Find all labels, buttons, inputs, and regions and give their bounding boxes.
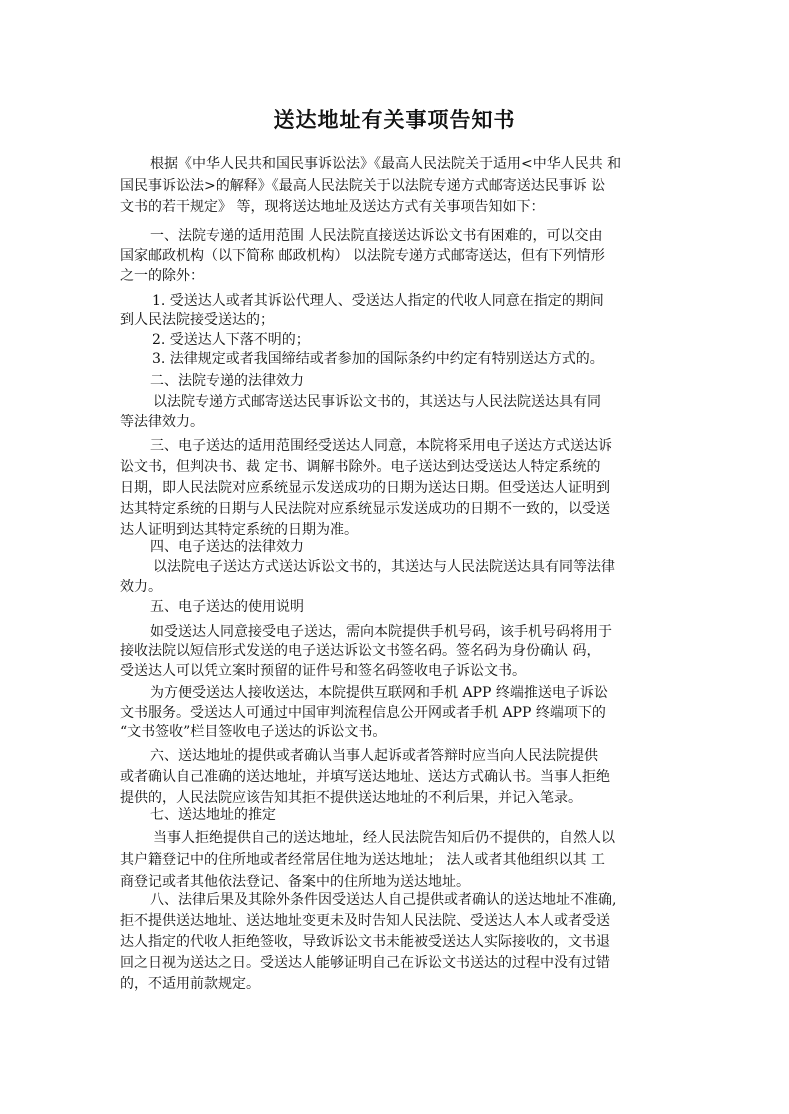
text-line: 文书的若干规定》 等，现将送达地址及送达方式有关事项告知如下：: [120, 199, 545, 215]
text-line: 国民事诉讼法>的解释》《最高人民法院关于以法院专递方式邮寄送达民事诉 讼: [120, 178, 606, 194]
text-line: 以法院电子送达方式送达诉讼文书的，其送达与人民法院送达具有同等法律: [153, 559, 615, 575]
section-heading: 二、法院专递的法律效力: [150, 373, 304, 389]
text-line: 根据《中华人民共和国民事诉讼法》《最高人民法院关于适用<中华人民共 和: [150, 156, 622, 172]
text-line: 接收法院以短信形式发送的电子送达诉讼文书签名码。签名码为身份确认 码，: [120, 643, 601, 659]
text-line: 国家邮政机构（以下简称 邮政机构） 以法院专递方式邮寄送达，但有下列情形: [120, 248, 605, 264]
section-heading: 五、电子送达的使用说明: [150, 599, 304, 615]
text-line: 1. 受送达人或者其诉讼代理人、受送达人指定的代收人同意在指定的期间: [152, 293, 604, 309]
text-line: 如受送达人同意接受电子送达，需向本院提供手机号码，该手机号码将用于: [150, 624, 612, 640]
text-line: 文书服务。受送达人可通过中国审判流程信息公开网或者手机 APP 终端项下的: [120, 705, 606, 721]
text-line: 之一的除外：: [120, 268, 204, 284]
text-line: 一、法院专递的适用范围 人民法院直接送达诉讼文书有困难的，可以交由: [150, 228, 603, 244]
text-line: 等法律效力。: [120, 414, 204, 430]
text-line: 达人指定的代收人拒绝签收，导致诉讼文书未能被受送达人实际接收的，文书退: [120, 934, 610, 950]
text-line: 达其特定系统的日期与人民法院对应系统显示发送成功的日期不一致的，以受送: [120, 501, 610, 517]
text-line: 当事人拒绝提供自己的送达地址，经人民法院告知后仍不提供的，自然人以: [153, 830, 615, 846]
text-line: 三、电子送达的适用范围经受送达人同意，本院将采用电子送达方式送达诉: [150, 438, 612, 454]
text-line: 为方便受送达人接收送达，本院提供互联网和手机 APP 终端推送电子诉讼: [150, 685, 608, 701]
text-line: 达人证明到达其特定系统的日期为准。: [120, 522, 358, 538]
section-heading: 四、电子送达的法律效力: [150, 539, 304, 555]
text-line: 八、法律后果及其除外条件因受送达人自己提供或者确认的送达地址不准确,: [150, 892, 617, 908]
text-line: 或者确认自己准确的送达地址，并填写送达地址、送达方式确认书。当事人拒绝: [120, 769, 610, 785]
text-line: 到人民法院接受送达的；: [120, 312, 274, 328]
document-title: 送达地址有关事项告知书: [273, 108, 516, 132]
text-line: 讼文书，但判决书、裁 定书、调解书除外。电子送达到达受送达人特定系统的: [120, 459, 601, 475]
text-line: 日期，即人民法院对应系统显示发送成功的日期为送达日期。但受送达人证明到: [120, 480, 610, 496]
text-line: 其户籍登记中的住所地或者经常居住地为送达地址； 法人或者其他组织以其 工: [120, 852, 605, 868]
text-line: “文书签收”栏目签收电子送达的诉讼文书。: [120, 724, 387, 740]
text-line: 的，不适用前款规定。: [120, 976, 260, 992]
text-line: 以法院专递方式邮寄送达民事诉讼文书的，其送达与人民法院送达具有同: [153, 394, 601, 410]
text-line: 拒不提供送达地址、送达地址变更未及时告知人民法院、受送达人本人或者受送: [120, 913, 610, 929]
text-line: 2. 受送达人下落不明的；: [152, 332, 310, 348]
section-heading: 七、送达地址的推定: [150, 807, 276, 823]
text-line: 商登记或者其他依法登记、备案中的住所地为送达地址。: [120, 874, 470, 890]
text-line: 六、送达地址的提供或者确认当事人起诉或者答辩时应当向人民法院提供: [150, 748, 598, 764]
text-line: 提供的，人民法院应该告知其拒不提供送达地址的不利后果，并记入笔录。: [120, 790, 582, 806]
text-line: 3. 法律规定或者我国缔结或者参加的国际条约中约定有特别送达方式的。: [152, 351, 604, 367]
text-line: 效力。: [120, 579, 162, 595]
text-line: 回之日视为送达之日。受送达人能够证明自己在诉讼文书送达的过程中没有过错: [120, 955, 610, 971]
text-line: 受送达人可以凭立案时预留的证件号和签名码签收电子诉讼文书。: [120, 663, 526, 679]
